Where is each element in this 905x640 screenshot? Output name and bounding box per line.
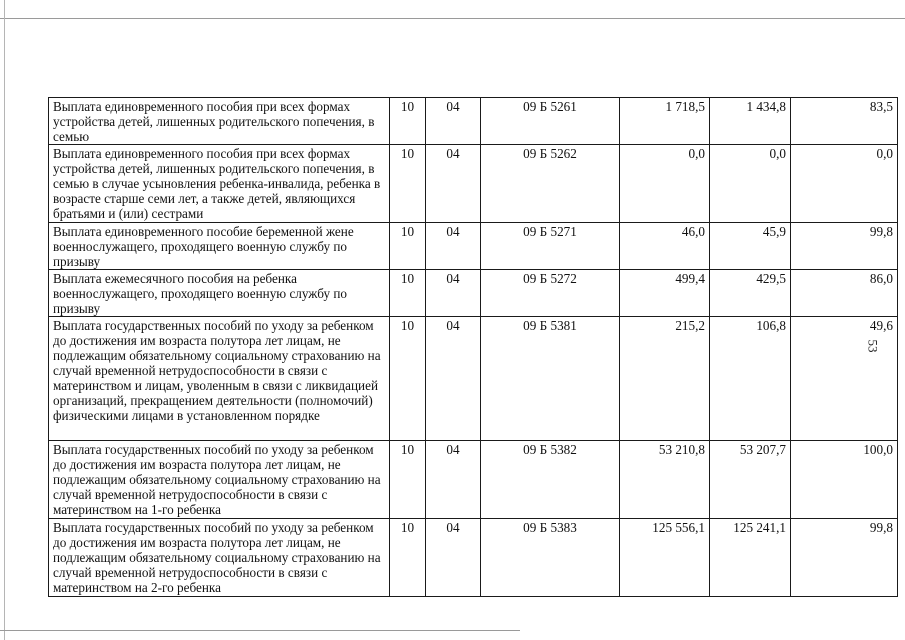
- budget-execution-table: [48, 97, 898, 597]
- target-article-cell: 09 Б 5271: [481, 223, 620, 270]
- scan-left-edge: [0, 0, 5, 640]
- table-row: [49, 223, 898, 270]
- table-row: [49, 270, 898, 317]
- subsection-code-cell: 04: [426, 98, 481, 145]
- subsection-code-cell: 04: [426, 145, 481, 223]
- execution-percent-cell: 99,8: [791, 519, 898, 597]
- subsection-code-cell: 04: [426, 519, 481, 597]
- page-number: 53: [865, 339, 881, 353]
- row-name-cell: Выплата единовременного пособие беременной жене военнослужащего, проходящего военную службу по призыву: [49, 223, 390, 270]
- execution-percent-cell: 100,0: [791, 441, 898, 519]
- actual-amount-cell: 125 241,1: [710, 519, 791, 597]
- table-row: [49, 145, 898, 223]
- target-article-cell: 09 Б 5381: [481, 317, 620, 441]
- subsection-code-cell: 04: [426, 270, 481, 317]
- planned-amount-cell: 499,4: [620, 270, 710, 317]
- execution-percent-cell: 49,6: [791, 317, 898, 441]
- table-row: [49, 519, 898, 597]
- section-code-cell: 10: [390, 145, 426, 223]
- planned-amount-cell: 1 718,5: [620, 98, 710, 145]
- section-code-cell: 10: [390, 223, 426, 270]
- planned-amount-cell: 53 210,8: [620, 441, 710, 519]
- actual-amount-cell: 1 434,8: [710, 98, 791, 145]
- section-code-cell: 10: [390, 519, 426, 597]
- table-row: [49, 441, 898, 519]
- table-row: [49, 98, 898, 145]
- scan-bottom-edge: [0, 630, 520, 631]
- table-row: [49, 317, 898, 441]
- target-article-cell: 09 Б 5383: [481, 519, 620, 597]
- actual-amount-cell: 45,9: [710, 223, 791, 270]
- scan-top-edge: [0, 0, 905, 19]
- subsection-code-cell: 04: [426, 441, 481, 519]
- execution-percent-cell: 99,8: [791, 223, 898, 270]
- actual-amount-cell: 429,5: [710, 270, 791, 317]
- row-name-cell: Выплата единовременного пособия при всех формах устройства детей, лишенных родительского попечения, в семью: [49, 98, 390, 145]
- row-name-cell: Выплата государственных пособий по уходу за ребенком до достижения им возраста полутора лет лицам, не подлежащим обязательному социальному страхованию на случай временной нетрудоспособности в связи с материнством на 2-го ребенка: [49, 519, 390, 597]
- row-name-cell: Выплата ежемесячного пособия на ребенка военнослужащего, проходящего военную службу по призыву: [49, 270, 390, 317]
- target-article-cell: 09 Б 5272: [481, 270, 620, 317]
- section-code-cell: 10: [390, 441, 426, 519]
- actual-amount-cell: 106,8: [710, 317, 791, 441]
- section-code-cell: 10: [390, 317, 426, 441]
- subsection-code-cell: 04: [426, 317, 481, 441]
- target-article-cell: 09 Б 5382: [481, 441, 620, 519]
- execution-percent-cell: 83,5: [791, 98, 898, 145]
- execution-percent-cell: 86,0: [791, 270, 898, 317]
- row-name-cell: Выплата государственных пособий по уходу за ребенком до достижения им возраста полутора лет лицам, не подлежащим обязательному социальному страхованию на случай временной нетрудоспособности в связи с материнством и лицам, уволенным в связи с ликвидацией организаций, прекращением деятельности (полномочий) физическими лицами в установленном порядке: [49, 317, 390, 441]
- section-code-cell: 10: [390, 98, 426, 145]
- actual-amount-cell: 53 207,7: [710, 441, 791, 519]
- planned-amount-cell: 0,0: [620, 145, 710, 223]
- row-name-cell: Выплата государственных пособий по уходу за ребенком до достижения им возраста полутора лет лицам, не подлежащим обязательному социальному страхованию на случай временной нетрудоспособности в связи с материнством на 1-го ребенка: [49, 441, 390, 519]
- row-name-cell: Выплата единовременного пособия при всех формах устройства детей, лишенных родительского попечения, в семью в случае усыновления ребенка-инвалида, ребенка в возрасте старше семи лет, а также детей, являющихся братьями и (или) сестрами: [49, 145, 390, 223]
- target-article-cell: 09 Б 5262: [481, 145, 620, 223]
- actual-amount-cell: 0,0: [710, 145, 791, 223]
- planned-amount-cell: 125 556,1: [620, 519, 710, 597]
- subsection-code-cell: 04: [426, 223, 481, 270]
- execution-percent-cell: 0,0: [791, 145, 898, 223]
- planned-amount-cell: 46,0: [620, 223, 710, 270]
- section-code-cell: 10: [390, 270, 426, 317]
- target-article-cell: 09 Б 5261: [481, 98, 620, 145]
- planned-amount-cell: 215,2: [620, 317, 710, 441]
